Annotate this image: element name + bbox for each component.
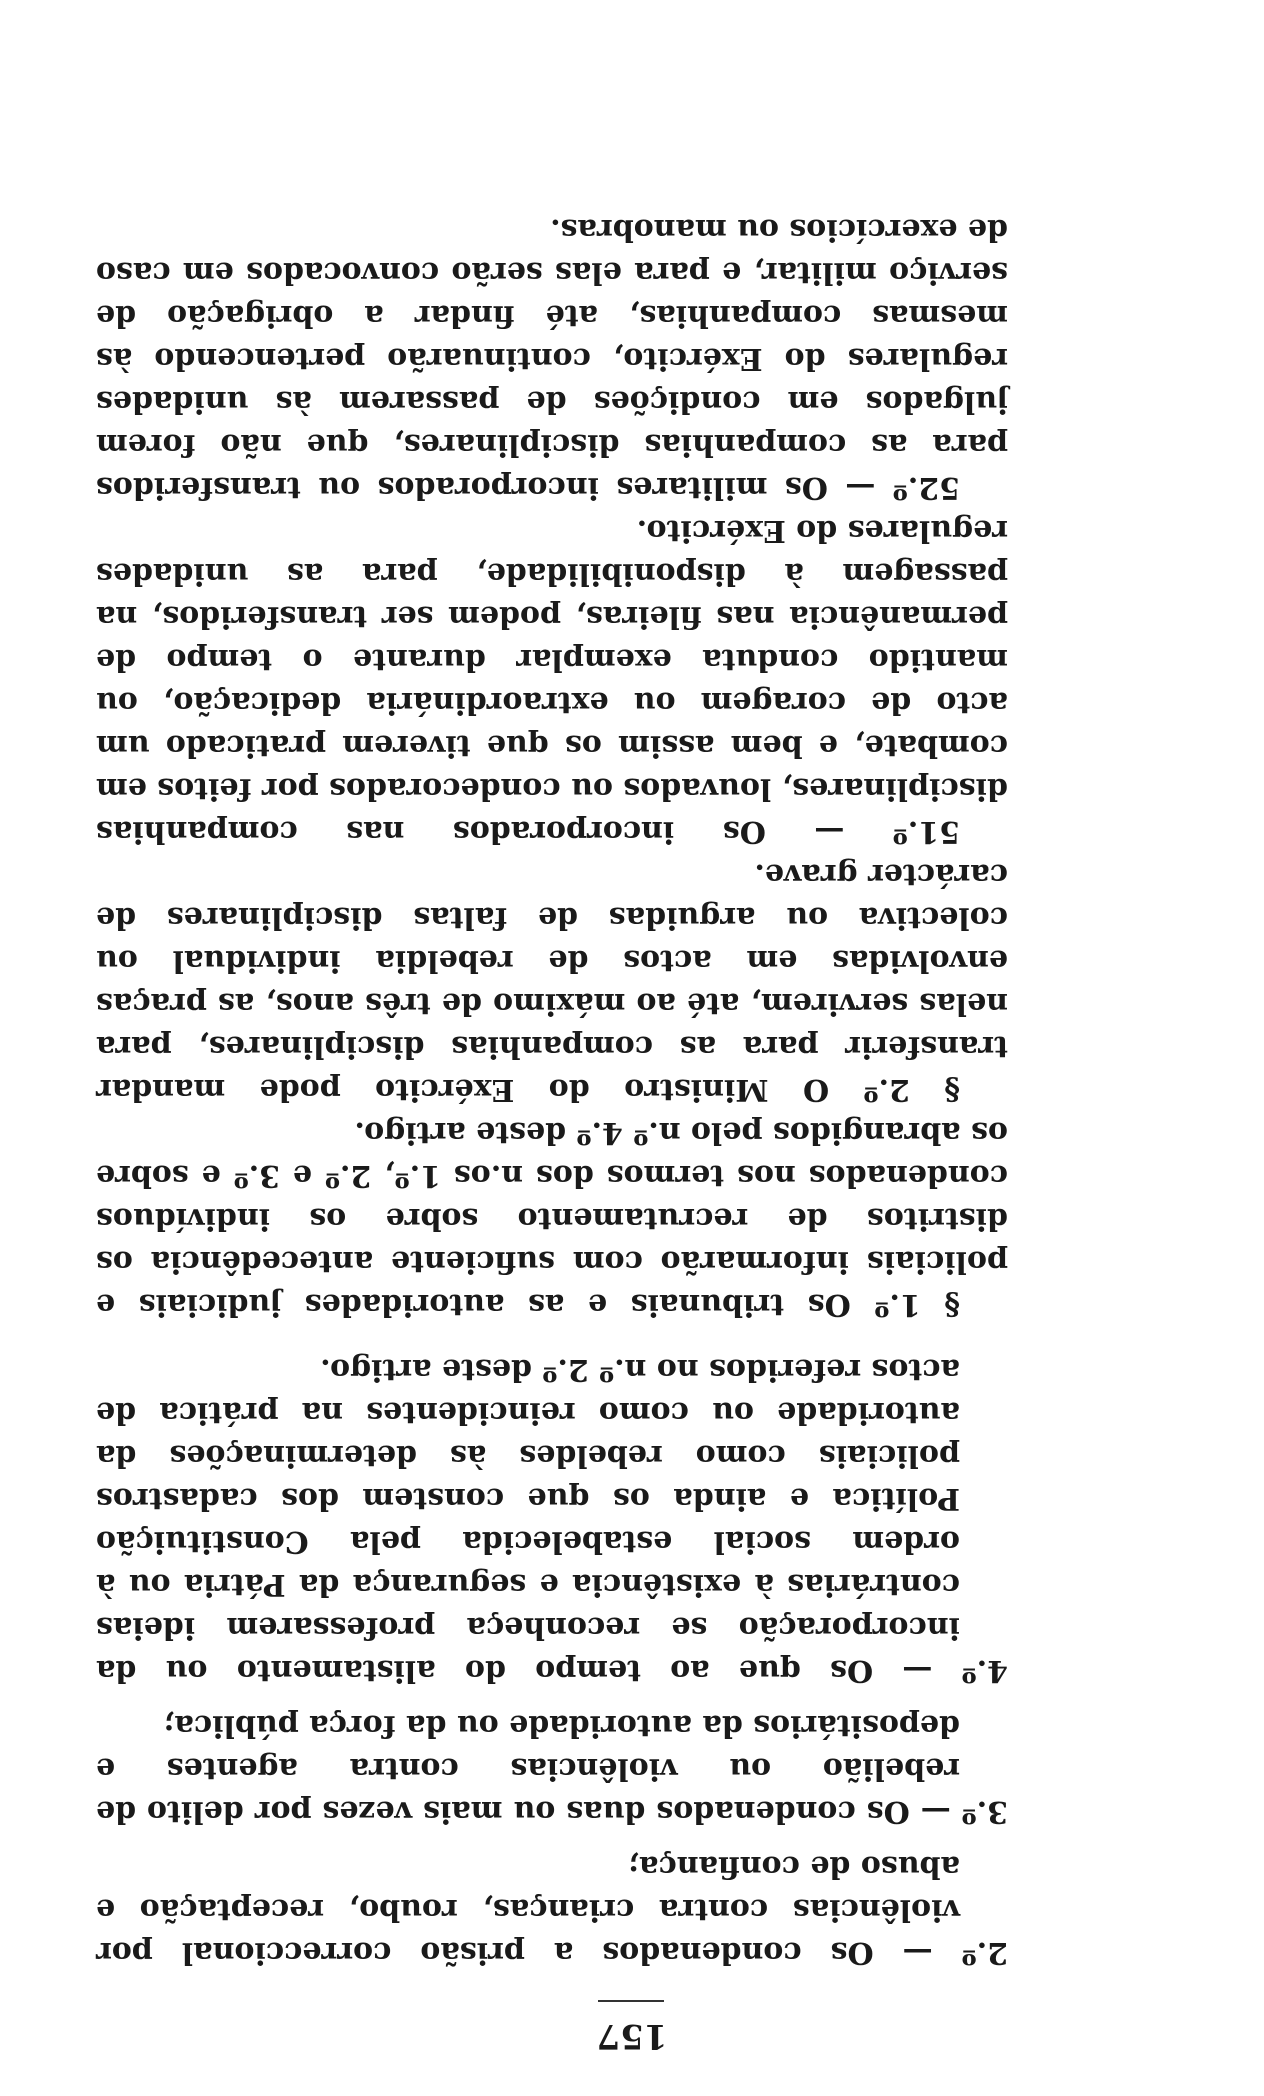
paragraph-1: § 1.º Os tribunais e as autoridades judiciais e policiais informarão com suficiente antecedência os distritos de recrutamento sobre os indivíduos condenados nos termos dos n.os 1.º, 2.º e 3.º e sobre os abrangidos pelo n.º 4.º deste artigo. bbox=[96, 1115, 1008, 1322]
list-item-3: 3.º — Os condenados duas ou mais vezes por delito de rebelião ou violências contra agentes e depositários da autoridade ou da força pública; bbox=[96, 1708, 1008, 1829]
text-column bbox=[96, 208, 1008, 1974]
list-item-2: 2.º — Os condenados a prisão correccional por violências contra crianças, roubo, receptação e abuso de confiança; bbox=[96, 1849, 1008, 1970]
article-52: 52.º — Os militares incorporados ou transferidos para as companhias disciplinares, que não forem julgados em condições de passarem às unidades regulares do Exército, continuarão pertencendo às mesmas companhias, até findar a obrigação de serviço militar, e para elas serão convocados em caso de exercícios ou manobras. bbox=[96, 212, 1008, 505]
list-item-4: 4.º — Os que ao tempo do alistamento ou da incorporação se reconheça professarem ideias contrárias à existência e segurança da Pátria ou à ordem social estabelecida pela Constituição Política e ainda os que constem dos cadastros policiais como rebeldes às determinações da autoridade ou como reincidentes na prática de actos referidos no n.º 2.º deste artigo. bbox=[96, 1352, 1008, 1688]
page-number: 157 bbox=[596, 2016, 668, 2056]
article-51: 51.º — Os incorporados nas companhias disciplinares, louvados ou condecorados por feitos em combate, e bem assim os que tiverem praticado um acto de coragem ou extraordinária dedicação, ou mantido conduta exemplar durante o tempo de permanência nas fileiras, podem ser transferidos, na passagem à disponibilidade, para as unidades regulares do Exército. bbox=[96, 513, 1008, 849]
header-rule bbox=[598, 2000, 664, 2002]
paragraph-2: § 2.º O Ministro do Exército pode mandar transferir para as companhias disciplinares, para nelas servirem, até ao máximo de três anos, as praças envolvidas em actos de rebeldia individual ou colectiva ou arguidas de faltas disciplinares de carácter grave. bbox=[96, 857, 1008, 1107]
